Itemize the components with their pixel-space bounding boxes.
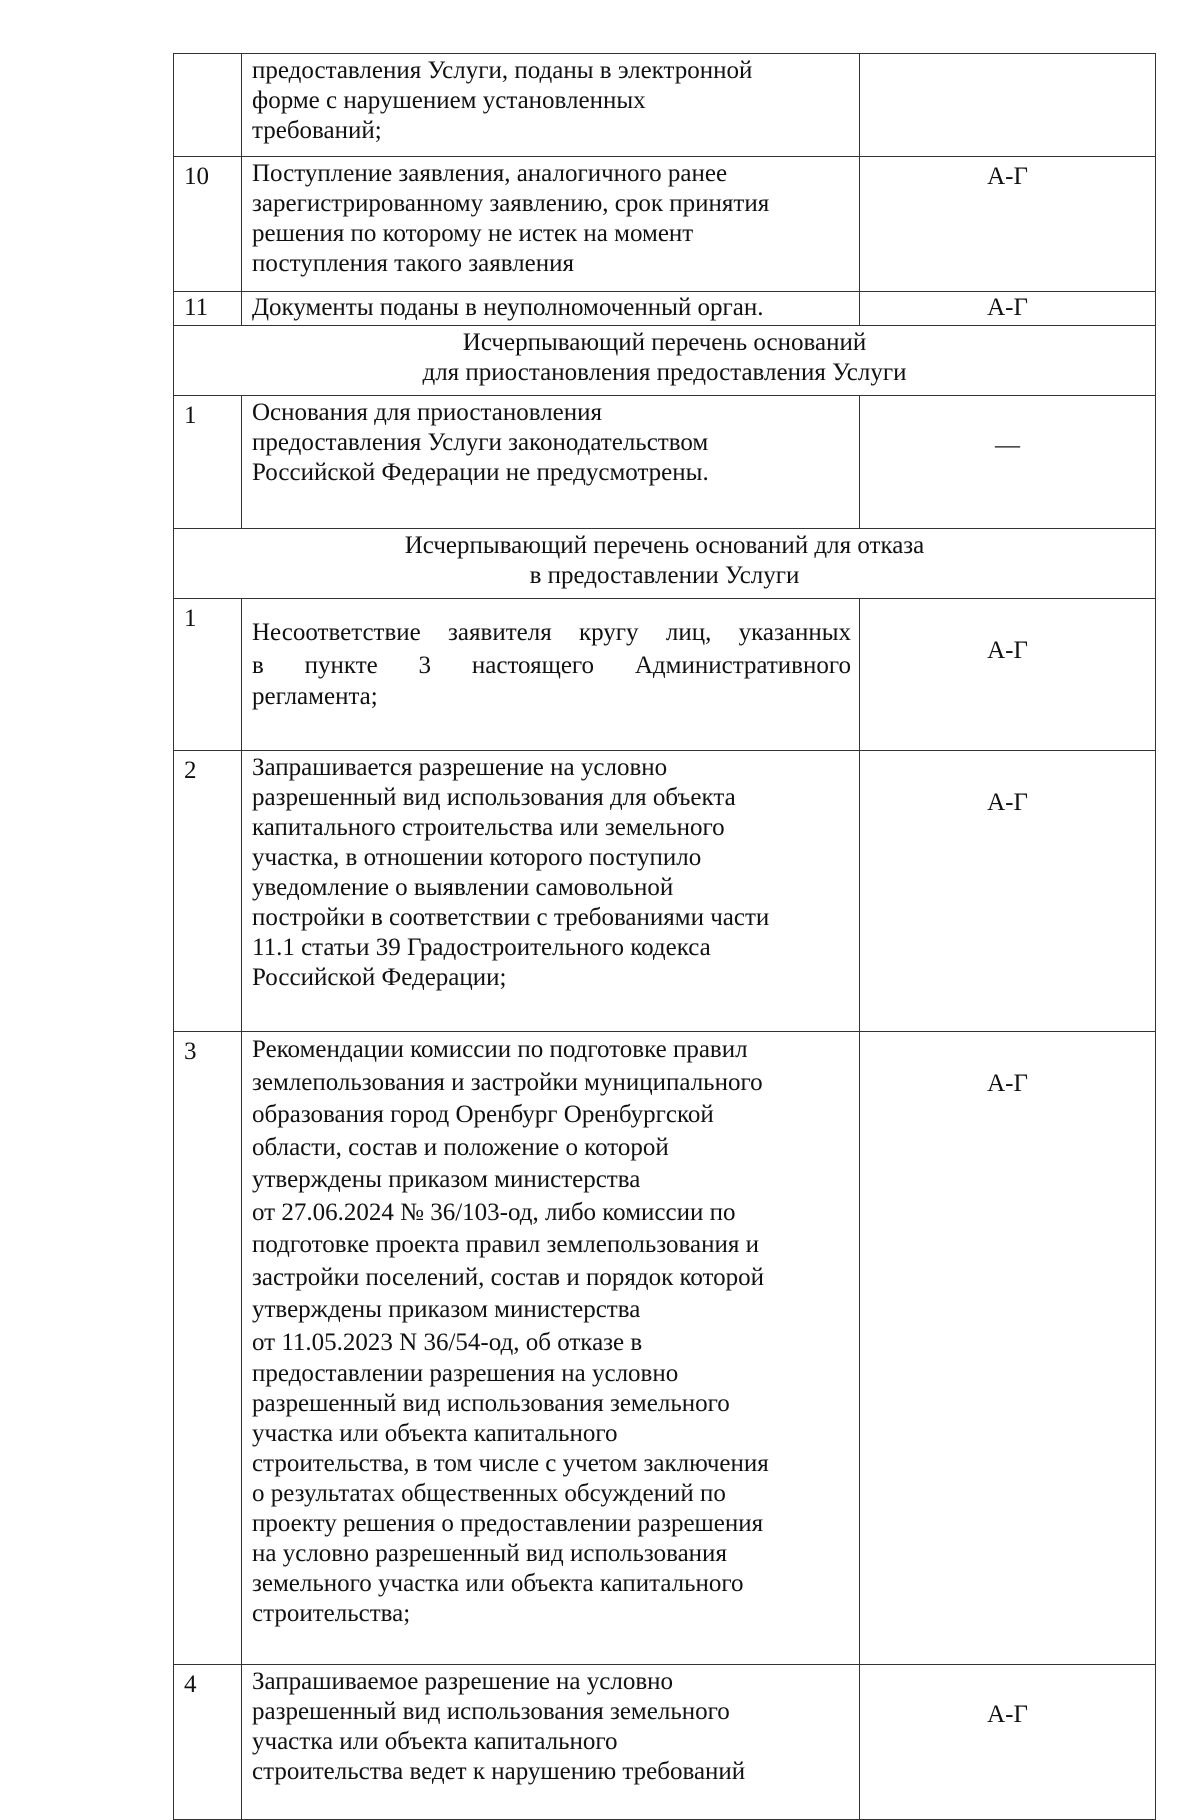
row-number: 4 bbox=[174, 1665, 242, 1820]
suspension-heading: Исчерпывающий перечень оснований для приостановления предоставления Услуги bbox=[174, 326, 1156, 396]
row-text: предоставления Услуги, поданы в электронной форме с нарушением установленных требований; bbox=[242, 54, 860, 157]
refusal-heading: Исчерпывающий перечень оснований для отказа в предоставлении Услуги bbox=[174, 529, 1156, 599]
row-number: 10 bbox=[174, 157, 242, 292]
row-text: Основания для приостановления предоставления Услуги законодательством Российской Федерации не предусмотрены. bbox=[242, 396, 860, 529]
section-heading-row bbox=[174, 326, 1156, 396]
row-number: 2 bbox=[174, 751, 242, 1032]
row-text: Запрашиваемое разрешение на условно разрешенный вид использования земельного участка или объекта капитального строительства ведет к нарушению требований bbox=[242, 1665, 860, 1820]
table-row bbox=[174, 292, 1156, 326]
table-row bbox=[174, 396, 1156, 529]
table-row bbox=[174, 157, 1156, 292]
table-row bbox=[174, 599, 1156, 751]
table-row bbox=[174, 1032, 1156, 1665]
row-number bbox=[174, 54, 242, 157]
table-row bbox=[174, 751, 1156, 1032]
row-number: 3 bbox=[174, 1032, 242, 1665]
row-code: А-Г bbox=[860, 157, 1156, 292]
row-code: А-Г bbox=[860, 1032, 1156, 1665]
row-number: 1 bbox=[174, 599, 242, 751]
grounds-table bbox=[173, 53, 1156, 1820]
row-text: Документы поданы в неуполномоченный орган. bbox=[242, 292, 860, 326]
table-row bbox=[174, 54, 1156, 157]
row-text: Несоответствие заявителя кругу лиц, указанных в пункте 3 настоящего Административного регламента; bbox=[242, 599, 860, 751]
row-code: А-Г bbox=[860, 1665, 1156, 1820]
row-code: А-Г bbox=[860, 292, 1156, 326]
row-text: Рекомендации комиссии по подготовке правил землепользования и застройки муниципального образования город Оренбург Оренбургской области, состав и положение о которой утверждены приказом министерства от 27.06.2024 № 36/103-од, либо комиссии по подготовке проекта правил землепользования и застройки поселений, состав и порядок которой утверждены приказом министерства от 11.05.2023 N 36/54-од, об отказе в предоставлении разрешения на условно разрешенный вид использования земельного участка или объекта капитального строительства, в том числе с учетом заключения о результатах общественных обсуждений по проекту решения о предоставлении разрешения на условно разрешенный вид использования земельного участка или объекта капитального строительства; bbox=[242, 1032, 860, 1665]
row-code: — bbox=[860, 396, 1156, 529]
row-code: А-Г bbox=[860, 751, 1156, 1032]
row-number: 11 bbox=[174, 292, 242, 326]
row-text: Поступление заявления, аналогичного ранее зарегистрированному заявлению, срок принятия решения по которому не истек на момент поступления такого заявления bbox=[242, 157, 860, 292]
row-code bbox=[860, 54, 1156, 157]
row-code: А-Г bbox=[860, 599, 1156, 751]
table-row bbox=[174, 1665, 1156, 1820]
section-heading-row bbox=[174, 529, 1156, 599]
row-text: Запрашивается разрешение на условно разрешенный вид использования для объекта капитального строительства или земельного участка, в отношении которого поступило уведомление о выявлении самовольной постройки в соответствии с требованиями части 11.1 статьи 39 Градостроительного кодекса Российской Федерации; bbox=[242, 751, 860, 1032]
row-number: 1 bbox=[174, 396, 242, 529]
